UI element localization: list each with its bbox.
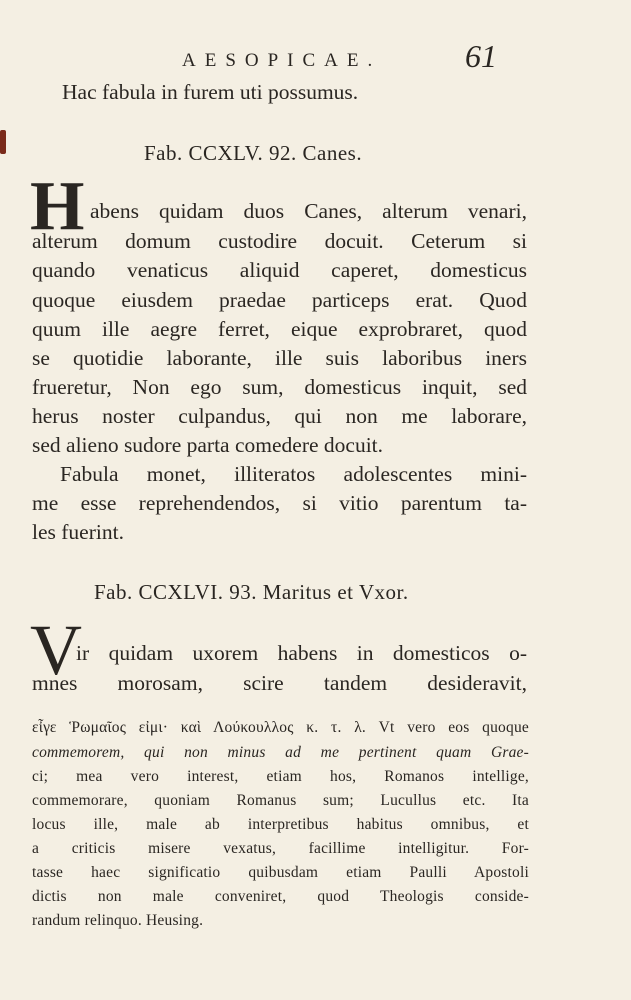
text-line: quoque eiusdem praedae particeps erat. Quod <box>32 288 527 312</box>
footnote-line: ci; mea vero interest, etiam hos, Romanos intellige, <box>32 768 529 785</box>
footnote-line: dictis non male conveniret, quod Theologis conside- <box>32 888 529 905</box>
footnote-line: a criticis misere vexatus, facillime intelligitur. For- <box>32 840 529 857</box>
dropcap-v: V <box>30 610 82 690</box>
page-header <box>0 38 631 82</box>
footnote-line: commemorem, qui non minus ad me pertinent quam Grae- <box>32 744 529 761</box>
fable-heading-245: Fab. CCXLV. 92. Canes. <box>144 141 363 165</box>
page-number: 61 <box>465 38 497 74</box>
text-line: abens quidam duos Canes, alterum venari, <box>90 199 527 223</box>
text-line: mnes morosam, scire tandem desideravit, <box>32 671 527 695</box>
text-line: quum ille aegre ferret, eique exprobraret, quod <box>32 317 527 341</box>
footnote-line: tasse haec significatio quibusdam etiam Paulli Apostoli <box>32 864 529 881</box>
footnote-line: εἶγε Ῥωμαῖος εἰμι· καὶ Λούκουλλος κ. τ. λ. Vt vero eos quoque <box>32 719 529 736</box>
text-line: alterum domum custodire docuit. Ceterum si <box>32 229 527 253</box>
footnote-line: locus ille, male ab interpretibus habitus omnibus, et <box>32 816 529 833</box>
footnote-line: commemorare, quoniam Romanus sum; Lucullus etc. Ita <box>32 792 529 809</box>
footnote-line: randum relinquo. Heusing. <box>32 912 204 929</box>
moral-line: me esse reprehendendos, si vitio parentum ta- <box>32 491 527 515</box>
dropcap-h: H <box>30 168 85 245</box>
moral-line: Fabula monet, illiteratos adolescentes mini- <box>60 462 527 486</box>
margin-ink-mark <box>0 130 6 154</box>
previous-fable-moral: Hac fabula in furem uti possumus. <box>62 80 359 104</box>
running-title: AESOPICAE. <box>182 50 382 71</box>
text-line: frueretur, Non ego sum, domesticus inquit, sed <box>32 375 527 399</box>
text-line: herus noster culpandus, qui non me laborare, <box>32 404 527 428</box>
text-line: sed alieno sudore parta comedere docuit. <box>32 433 384 457</box>
moral-line: les fuerint. <box>32 520 124 544</box>
text-line: se quotidie laborante, ille suis laboribus iners <box>32 346 527 370</box>
fable-heading-246: Fab. CCXLVI. 93. Maritus et Vxor. <box>94 580 409 604</box>
text-line: quando venaticus aliquid caperet, domesticus <box>32 258 527 282</box>
text-line: ir quidam uxorem habens in domesticos o- <box>76 641 527 665</box>
